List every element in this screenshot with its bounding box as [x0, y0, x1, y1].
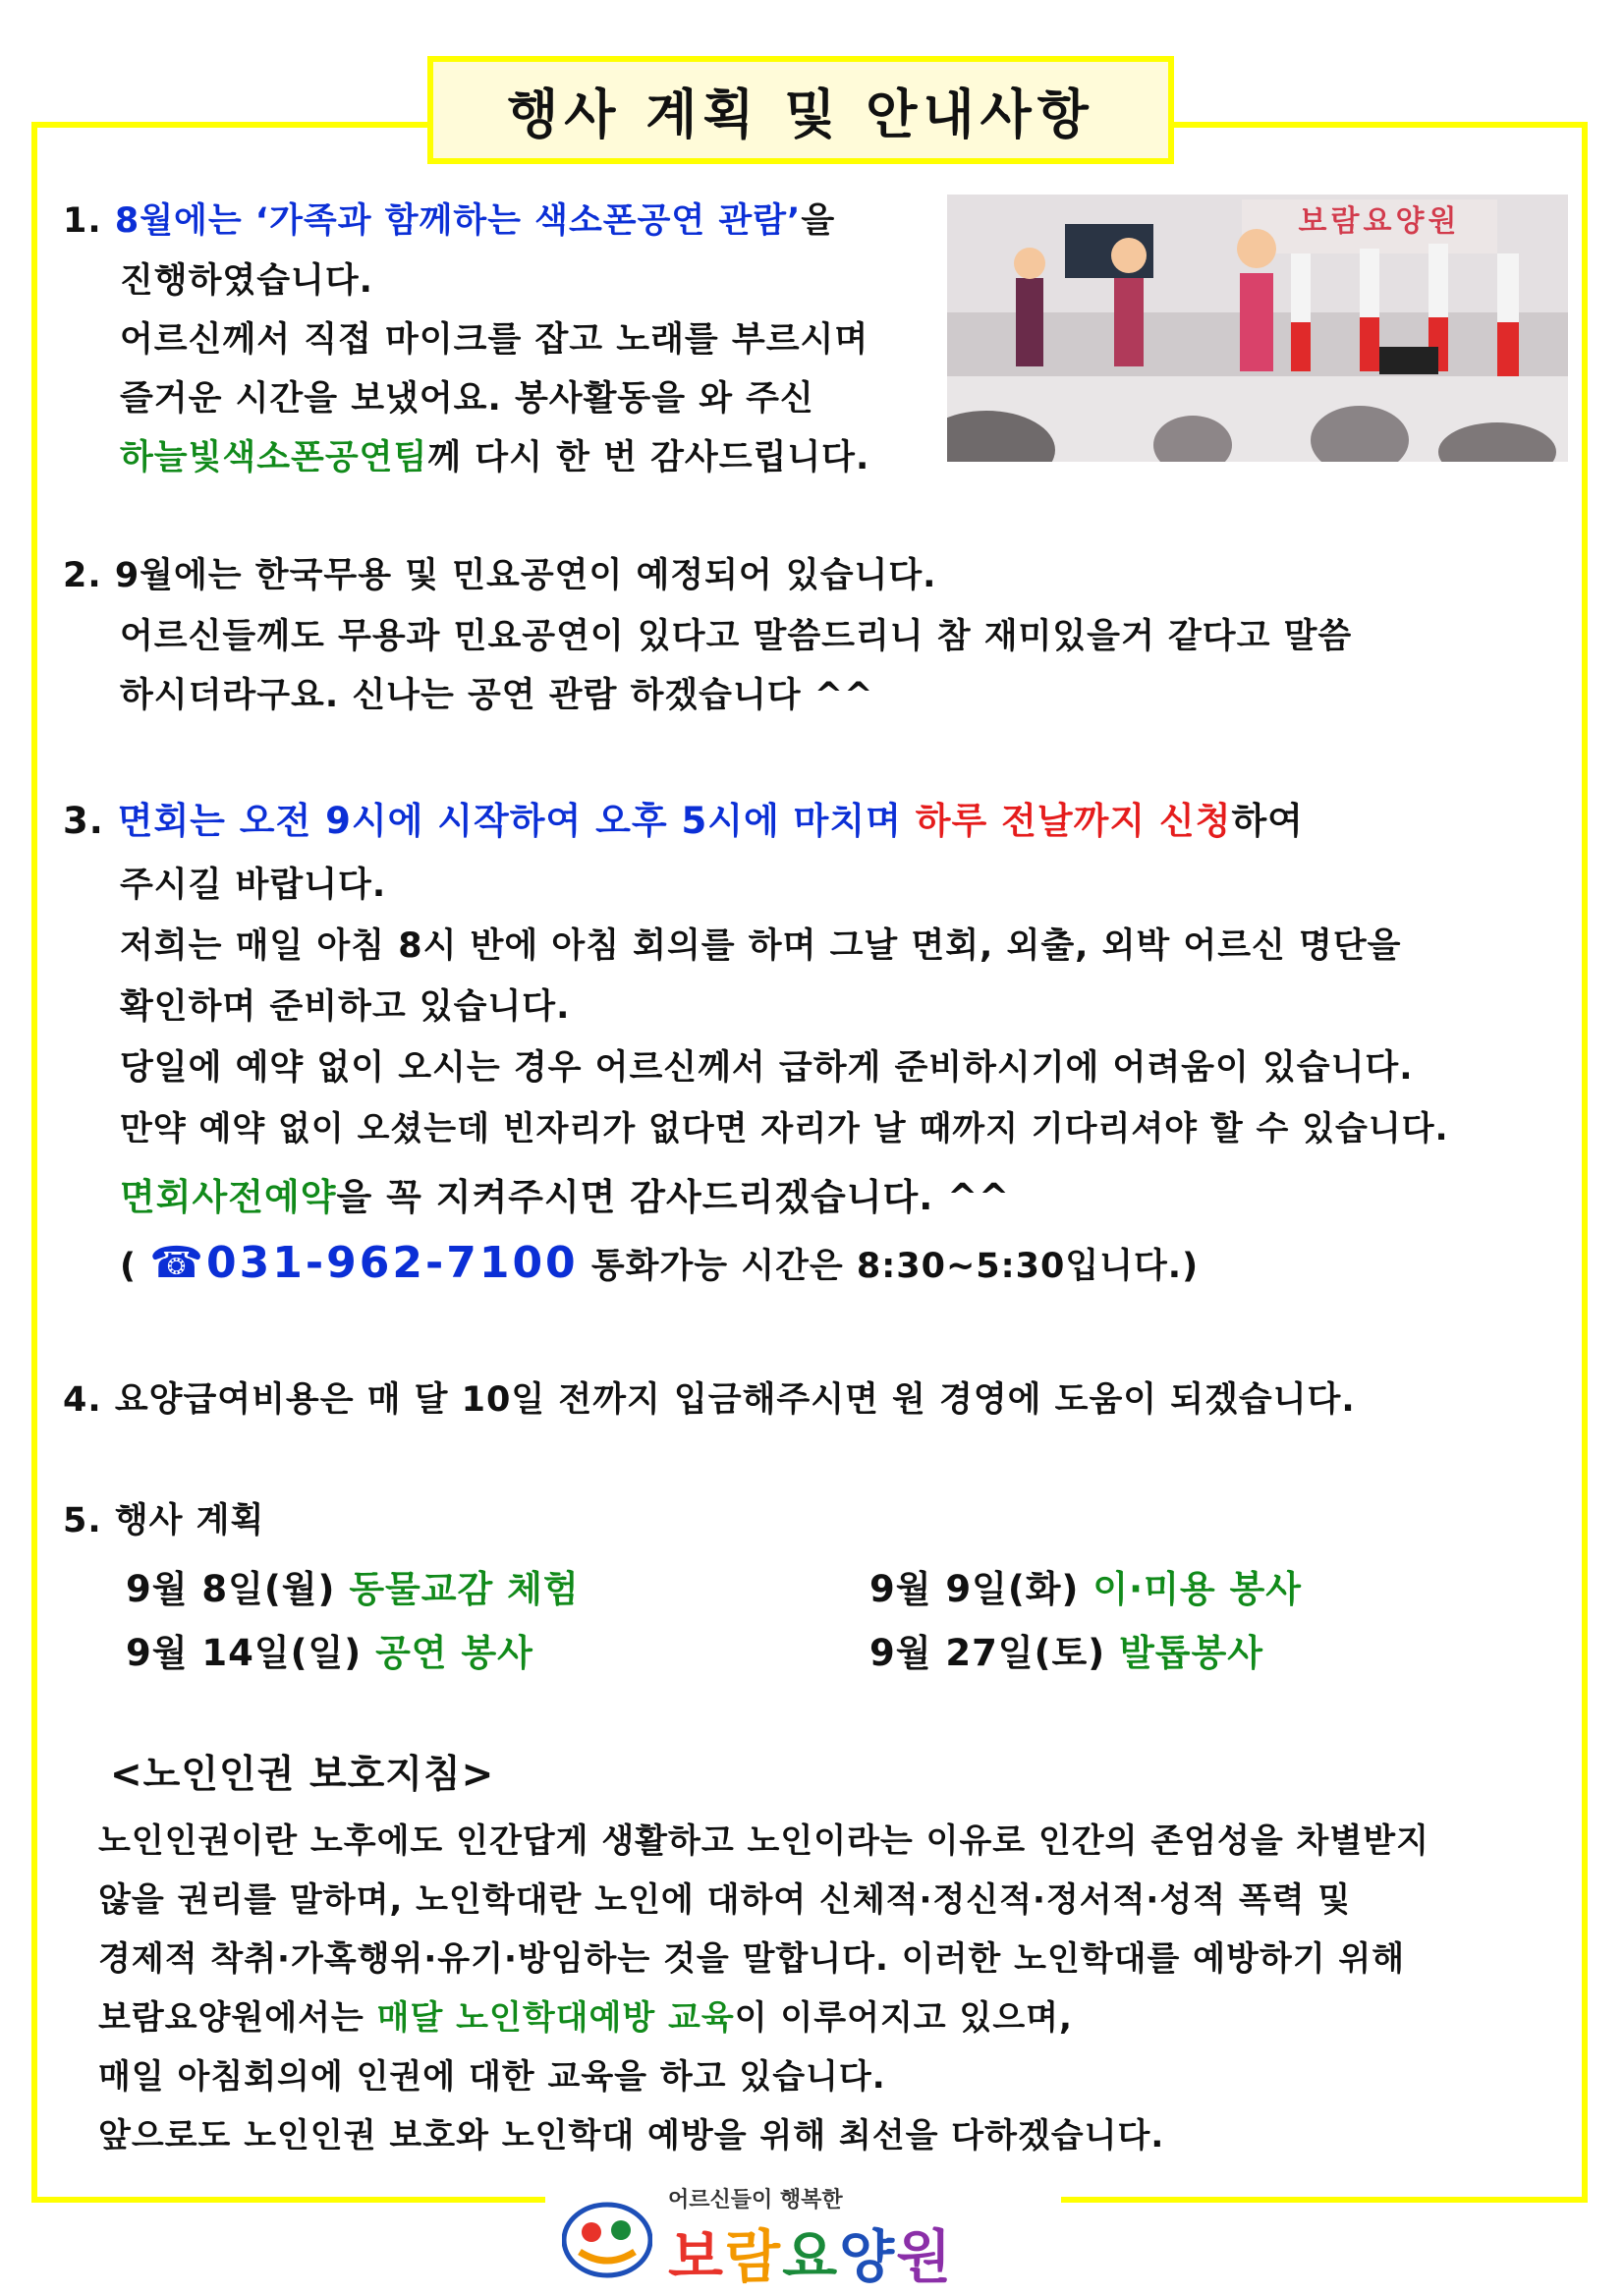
event-item: [869, 1559, 1302, 1612]
text: 하여: [1231, 800, 1304, 842]
rights-line4: [98, 1990, 1073, 2039]
text: 보람요양원에서는: [98, 1998, 364, 2038]
section-number: 3.: [63, 800, 104, 842]
section2-line3: 하시더라구요. 신나는 공연 관람 하겠습니다 ^^: [120, 676, 874, 715]
section3-line3: 저희는 매일 아침 8시 반에 아침 회의를 하며 그날 면회, 외출, 외박 어르신 명단을: [120, 926, 1402, 966]
event-item: [869, 1623, 1263, 1676]
rights-line3: 경제적 착취·가혹행위·유기·방임하는 것을 말합니다. 이러한 노인학대를 예방하기 위해: [98, 1939, 1406, 1979]
text: 을 꼭 지켜주시면 감사드리겠습니다. ^^: [336, 1176, 1011, 1218]
footer-logo: [550, 2181, 1061, 2289]
section1-line2: 진행하였습니다.: [120, 261, 373, 301]
section3-line2: 주시길 바랍니다.: [120, 866, 387, 905]
logo-letter: 원: [896, 2223, 954, 2290]
logo-letter: 보: [668, 2223, 726, 2290]
logo-tagline: 어르신들이 행복한: [668, 2188, 843, 2212]
highlight-text: 하늘빛색소폰공연팀: [120, 438, 428, 477]
logo-letter: 람: [725, 2223, 783, 2290]
rights-line2: 않을 권리를 말하며, 노인학대란 노인에 대하여 신체적·정신적·정서적·성적 폭력 및: [98, 1880, 1352, 1920]
event-name: 발톱봉사: [1119, 1632, 1264, 1674]
event-item: [126, 1623, 533, 1676]
highlight-text: 면회는 오전 9시에 시작하여 오후 5시에 마치며: [117, 800, 902, 842]
section3-line4: 확인하며 준비하고 있습니다.: [120, 987, 571, 1027]
section2-line1: 2. 9월에는 한국무용 및 민요공연이 예정되어 있습니다.: [63, 556, 937, 595]
section4-line1: 4. 요양급여비용은 매 달 10일 전까지 입금해주시면 원 경영에 도움이 되겠습니다.: [63, 1380, 1356, 1420]
event-date: 9월 9일(화): [869, 1568, 1080, 1610]
section1-line3: 어르신께서 직접 마이크를 잡고 노래를 부르시며: [120, 320, 869, 360]
event-date: 9월 14일(일): [126, 1632, 363, 1674]
section3-line6: 만약 예약 없이 오셨는데 빈자리가 없다면 자리가 날 때까지 기다리셔야 할 수 있습니다.: [120, 1109, 1449, 1148]
event-date: 9월 27일(토): [869, 1632, 1106, 1674]
section1-line1: [63, 194, 835, 243]
event-name: 이·미용 봉사: [1092, 1568, 1302, 1610]
section2-line2: 어르신들께도 무용과 민요공연이 있다고 말씀드리니 참 재미있을거 같다고 말씀: [120, 617, 1353, 656]
section3-line1: [63, 791, 1304, 844]
text: 이 이루어지고 있으며,: [734, 1998, 1073, 2038]
page-title: 행사 계획 및 안내사항: [427, 56, 1174, 164]
highlight-text: 매달 노인학대예방 교육: [376, 1998, 735, 2038]
event-date: 9월 8일(월): [126, 1568, 336, 1610]
event-name: 동물교감 체험: [349, 1568, 580, 1610]
text: 께 다시 한 번 감사드립니다.: [427, 438, 870, 477]
event-photo: [947, 195, 1568, 462]
logo-letter: 요: [782, 2223, 840, 2290]
logo-emblem-icon: [562, 2201, 652, 2279]
section1-line5: [120, 430, 869, 479]
highlight-text: 면회사전예약: [120, 1176, 337, 1218]
section3-line5: 당일에 예약 없이 오시는 경우 어르신께서 급하게 준비하시기에 어려움이 있습니다.: [120, 1048, 1414, 1088]
section3-line7: [120, 1167, 1010, 1220]
paren: (: [120, 1247, 137, 1286]
section-number: 1.: [63, 201, 102, 241]
text: 통화가능 시간은 8:30~5:30입니다.): [590, 1247, 1200, 1286]
rights-line1: 노인인권이란 노후에도 인간답게 생활하고 노인이라는 이유로 인간의 존엄성을 차별받지: [98, 1821, 1429, 1861]
section3-phone-line: [120, 1238, 1199, 1288]
rights-heading: <노인인권 보호지침>: [110, 1753, 495, 1797]
text: 을: [801, 201, 836, 241]
logo-text: [668, 2223, 953, 2290]
logo-letter: 양: [839, 2223, 897, 2290]
highlight-text: 8월에는 ‘가족과 함께하는 색소폰공연 관람’: [114, 201, 802, 241]
section5-heading: 5. 행사 계획: [63, 1501, 265, 1540]
event-name: 공연 봉사: [375, 1632, 533, 1674]
phone-number: ☎031-962-7100: [149, 1238, 579, 1288]
rights-line5: 매일 아침회의에 인권에 대한 교육을 하고 있습니다.: [98, 2057, 886, 2097]
event-item: [126, 1559, 580, 1612]
rights-line6: 앞으로도 노인인권 보호와 노인학대 예방을 위해 최선을 다하겠습니다.: [98, 2116, 1165, 2156]
highlight-text-red: 하루 전날까지 신청: [915, 800, 1232, 842]
logo-name: [668, 2211, 953, 2293]
section1-line4: 즐거운 시간을 보냈어요. 봉사활동을 와 주신: [120, 379, 814, 419]
photo-sign-text: 보람요양원: [1298, 204, 1461, 239]
